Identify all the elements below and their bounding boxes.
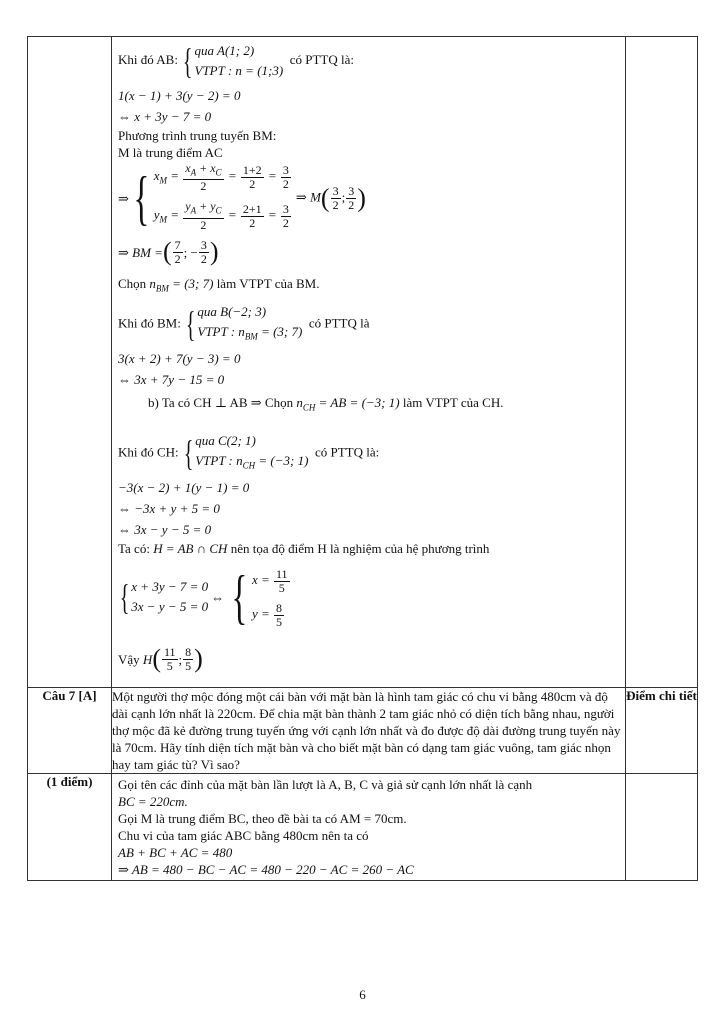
equation: 3(x + 2) + 7(y − 3) = 0: [118, 351, 241, 367]
equation: 1(x − 1) + 3(y − 2) = 0: [118, 88, 241, 103]
ab-line: [118, 41, 619, 81]
points-label: (1 điểm): [28, 774, 112, 881]
taco-line: [118, 540, 619, 557]
system-ch: { qua C(2; 1) VTPT : $n_{CH} = (-3$; 1): [183, 432, 309, 474]
text: Gọi M là trung điểm BC, theo đề bài ta có AM = 70cm.: [118, 811, 407, 827]
h-system: { x + 3y − 7 = 0 3x − y − 5 = 0 ⇔ { x = $\frac{11}{5}$ y = $\frac{8}{5}$: [119, 564, 288, 631]
system-bm: { qua B(−2; 3) VTPT : $n_{BM} = (3$; 7): [185, 303, 303, 344]
text: ⇒ AB = 480 − BC − AC = 480 − 220 − AC = 260 − AC: [118, 862, 414, 878]
text: b) Ta có CH ⊥ AB ⇒ Chọn: [148, 395, 294, 411]
text: y: [153, 207, 160, 222]
empty-left-cell: [28, 37, 112, 688]
question-text: Một người thợ mộc đóng một cái bàn với mặt bàn là hình tam giác có chu vi bằng 480cm và độ dài cạnh lớn nhất là 220cm. Để chia mặt bàn thành 2 tam giác nhỏ có diện tích bằng nhau, người thợ mộc đã kẻ đường trung tuyến ứng với cạnh lớn nhất và đo được độ dài đường trung tuyến này là 70cm. Hãy tính diện tích mặt bàn và cho biết mặt bàn có dạng tam giác vuông, tam giác nhọn hay tam giác tù? Vì sao?: [112, 688, 626, 774]
text: làm VTPT của BM.: [216, 276, 320, 291]
text: nên tọa độ điểm H là nghiệm của hệ phương trình: [230, 541, 490, 557]
table-row: [28, 37, 698, 688]
text: làm VTPT của CH.: [402, 395, 504, 411]
text: Vậy: [118, 651, 140, 667]
text: = (3; 7): [172, 276, 214, 291]
text: Khi đó BM:: [118, 314, 181, 330]
chon-bm: Chọn $n_{BM} = (3$; 7) làm VTPT của BM.: [118, 276, 320, 294]
text: qua A(1; 2): [194, 43, 255, 58]
question-label: Câu 7 [A]: [28, 688, 112, 774]
text: BC = 220cm.: [118, 794, 188, 810]
text: n: [296, 395, 303, 411]
text: M là trung điểm AC: [118, 145, 223, 160]
system-ab: { qua A(1; 2) VTPT : n = (1;3): [183, 41, 284, 81]
text: = (3; 7): [261, 323, 303, 339]
text: Gọi tên các đỉnh của mặt bàn lần lượt là A, B, C và giả sử cạnh lớn nhất là cạnh: [118, 777, 533, 793]
table-row: [28, 688, 698, 774]
vay-line: Vậy H ( $\frac{11}{5}$ ; $\frac{8}{5}$ ): [118, 644, 203, 674]
text: x: [153, 168, 160, 184]
empty-right-cell: [626, 37, 698, 688]
text: n: [149, 276, 156, 291]
text: = AB = (−3; 1): [318, 395, 400, 411]
equation: −3(x − 2) + 1(y − 1) = 0: [118, 480, 250, 496]
bm-vector: ⇒ BM = ( $\frac{7}{2}$ ; − $\frac{3}{2}$ ): [118, 237, 219, 266]
text: có PTTQ là:: [289, 51, 354, 67]
text: AB + BC + AC = 480: [118, 845, 233, 861]
table-row: [28, 774, 698, 881]
text: Khi đó AB:: [118, 51, 178, 67]
equation: ⇔ 3x − y − 5 = 0: [118, 522, 212, 538]
text: x + 3y − 7 = 0: [131, 579, 209, 595]
text: Phương trình trung tuyến BM:: [118, 128, 277, 143]
part-b: b) Ta có CH ⊥ AB ⇒ Chọn $n_{CH}$ = AB = (−3; 1) làm VTPT của CH.: [148, 395, 504, 413]
text: H = AB ∩ CH: [153, 541, 228, 557]
empty-score-cell: [626, 774, 698, 881]
text: VTPT : n = (1;3): [194, 63, 284, 78]
text: = (−3; 1): [258, 452, 309, 468]
text: Chọn: [118, 276, 147, 291]
text: có PTTQ là:: [314, 444, 380, 460]
answer-cell: [112, 774, 626, 881]
solution-cell: [112, 37, 626, 688]
text: Ta có:: [118, 541, 150, 557]
ch-line: [118, 431, 619, 476]
text: qua C(2; 1): [195, 432, 256, 448]
text: Chu vi của tam giác ABC bằng 480cm nên ta có: [118, 828, 369, 844]
text: Khi đó CH:: [118, 444, 179, 460]
solution-table: [27, 36, 698, 881]
text: VTPT : n: [195, 452, 243, 468]
text: 3x − y − 5 = 0: [131, 599, 209, 615]
equation: ⇔ −3x + y + 5 = 0: [118, 501, 220, 517]
text: có PTTQ là: [308, 314, 370, 330]
midpoint-system: ⇒ { $x_M$ = $\frac{x_A + x_C}{2}$ = $\frac{1+2}{2}$ = $\frac{3}{2}$ $y_M$ = $\frac{y_A + y_C}{2}$ = $\frac{2+1}{2}$ = $\frac{3}{2}$ ⇒ M( $\frac{3}{2}$ ; $\frac{3}{2}$ ): [118, 160, 366, 232]
bm-line: [118, 302, 619, 347]
page-number: 6: [359, 987, 366, 1002]
score-header: Điểm chi tiết: [626, 688, 698, 774]
text: ⇒ BM =: [118, 244, 163, 260]
text: VTPT : n: [197, 323, 245, 339]
equation: ⇔ 3x + 7y − 15 = 0: [118, 372, 225, 388]
text: qua B(−2; 3): [197, 303, 267, 319]
equation: ⇔ x + 3y − 7 = 0: [118, 109, 212, 124]
